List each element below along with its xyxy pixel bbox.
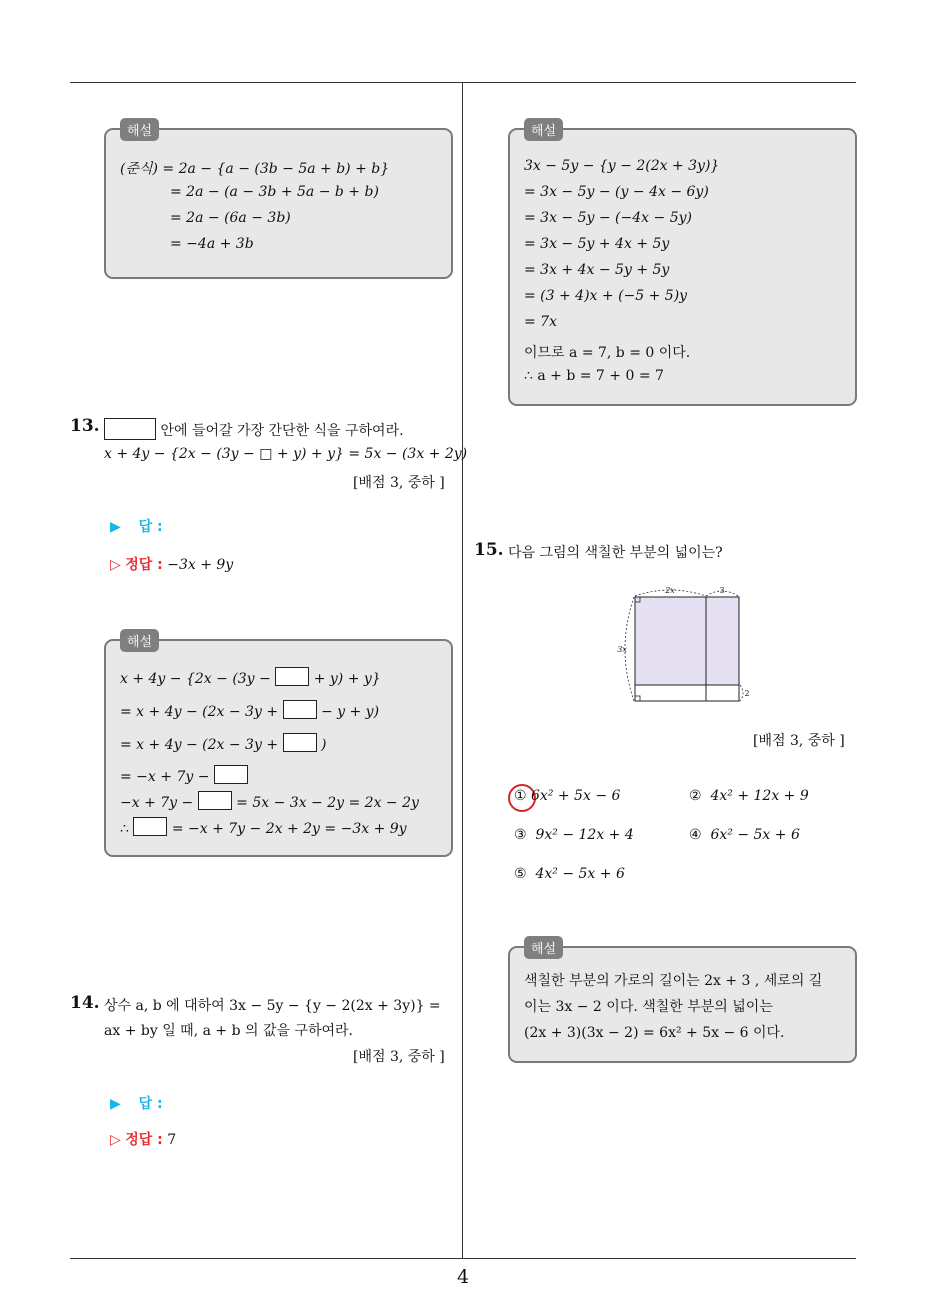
solution-text: + y) + y} (313, 671, 381, 687)
solution-line: = 3x − 5y + 4x + 5y (524, 236, 670, 252)
hollow-arrow-icon: ▷ (110, 1132, 121, 1148)
solution-line: 이는 3x − 2 이다. 색칠한 부분의 넓이는 (524, 999, 773, 1015)
solution-line (120, 817, 407, 837)
solution-line (120, 667, 381, 687)
figure-label: 2x (665, 586, 675, 595)
choice-expr: 9x² − 12x + 4 (535, 827, 634, 843)
question-equation-13: x + 4y − {2x − (3y − □ + y) + y} = 5x − (3x + 2y) (104, 446, 468, 462)
choice-expr: 4x² − 5x + 6 (535, 866, 625, 882)
answer-input-14[interactable] (110, 1093, 163, 1113)
answer-input-13[interactable] (110, 516, 163, 536)
solution-text: − y + y) (320, 704, 380, 720)
solution-text: = x + 4y − (2x − 3y + (120, 737, 279, 753)
answer-key-14 (110, 1129, 176, 1149)
choice-3[interactable] (514, 827, 634, 843)
choice-4[interactable] (689, 827, 800, 843)
choice-mark: ① (514, 788, 527, 804)
score-15: [배점 3, 중하 ] (753, 733, 845, 749)
key-label: 정답 : (125, 557, 163, 573)
solution-label: 해설 (120, 629, 159, 652)
answer-blank (283, 700, 317, 719)
solution-line: = −4a + 3b (170, 236, 254, 252)
column-divider (462, 83, 463, 1258)
solution-line: (준식) = 2a − {a − (3b − 5a + b) + b} (120, 161, 390, 177)
figure-label: 3 (719, 586, 725, 595)
question-number-15: 15. (474, 540, 504, 560)
solution-line: = 3x − 5y − (y − 4x − 6y) (524, 184, 709, 200)
therefore-symbol: ∴ (120, 821, 129, 837)
choice-expr: 6x² + 5x − 6 (531, 788, 621, 804)
choice-5[interactable] (514, 866, 625, 882)
solution-line: = 3x + 4x − 5y + 5y (524, 262, 670, 278)
choice-mark: ④ (689, 827, 702, 843)
solution-line (120, 733, 326, 753)
solution-line: = 7x (524, 314, 557, 330)
solution-line: = 3x − 5y − (−4x − 5y) (524, 210, 692, 226)
solution-line: 3x − 5y − {y − 2(2x + 3y)} (524, 158, 720, 174)
solution-line: = (3 + 4)x + (−5 + 5)y (524, 288, 688, 304)
solution-box-q14 (508, 124, 857, 406)
solution-line: = 2a − (6a − 3b) (170, 210, 291, 226)
key-value: −3x + 9y (167, 557, 234, 573)
key-value: 7 (167, 1132, 177, 1148)
question-text-13 (104, 418, 404, 440)
solution-line: 이므로 a = 7, b = 0 이다. (524, 345, 691, 361)
hollow-arrow-icon: ▷ (110, 557, 121, 573)
answer-label: 답 : (138, 519, 163, 535)
top-rule (70, 82, 856, 83)
answer-blank (198, 791, 232, 810)
solution-line (120, 791, 419, 811)
solution-line: 색칠한 부분의 가로의 길이는 2x + 3 , 세로의 길 (524, 973, 823, 989)
key-label: 정답 : (125, 1132, 163, 1148)
solution-text: = 5x − 3x − 2y = 2x − 2y (236, 795, 419, 811)
question-text-14: 상수 a, b 에 대하여 3x − 5y − {y − 2(2x + 3y)} = (104, 998, 441, 1014)
question-prompt: 안에 들어갈 가장 간단한 식을 구하여라. (160, 423, 404, 439)
question-text-15: 다음 그림의 색칠한 부분의 넓이는? (508, 545, 723, 561)
answer-blank (104, 418, 156, 440)
choice-mark: ③ (514, 827, 527, 843)
solution-text: = x + 4y − (2x − 3y + (120, 704, 279, 720)
play-arrow-icon: ▶ (110, 519, 121, 535)
solution-text: −x + 7y − (120, 795, 194, 811)
solution-label: 해설 (120, 118, 159, 141)
answer-blank (283, 733, 317, 752)
choice-expr: 6x² − 5x + 6 (710, 827, 800, 843)
solution-text: = −x + 7y − (120, 769, 210, 785)
choice-2[interactable] (689, 788, 809, 804)
solution-label: 해설 (524, 936, 563, 959)
right-angle-mark (635, 696, 640, 701)
question-number-14: 14. (70, 993, 100, 1013)
dimension-arc-right (740, 685, 743, 701)
choice-mark: ② (689, 788, 702, 804)
solution-box-q13 (104, 635, 453, 857)
solution-line: (2x + 3)(3x − 2) = 6x² + 5x − 6 이다. (524, 1025, 785, 1041)
choice-mark: ⑤ (514, 866, 527, 882)
answer-blank (275, 667, 309, 686)
score-14: [배점 3, 중하 ] (353, 1049, 445, 1065)
solution-text: x + 4y − {2x − (3y − (120, 671, 271, 687)
solution-label: 해설 (524, 118, 563, 141)
solution-text: = −x + 7y − 2x + 2y = −3x + 9y (171, 821, 407, 837)
choice-expr: 4x² + 12x + 9 (710, 788, 809, 804)
solution-line (120, 700, 379, 720)
solution-line (120, 765, 248, 785)
answer-label: 답 : (138, 1096, 163, 1112)
bottom-rule (70, 1258, 856, 1259)
score-13: [배점 3, 중하 ] (353, 475, 445, 491)
figure-label: 2 (744, 689, 750, 698)
play-arrow-icon: ▶ (110, 1096, 121, 1112)
question-text-14-cont: ax + by 일 때, a + b 의 값을 구하여라. (104, 1023, 354, 1039)
question-number-13: 13. (70, 416, 100, 436)
solution-text: ) (320, 737, 327, 753)
solution-box-q12 (104, 124, 453, 279)
answer-blank (133, 817, 167, 836)
solution-box-q15 (508, 942, 857, 1063)
answer-key-13 (110, 554, 233, 574)
answer-blank (214, 765, 248, 784)
page-number: 4 (456, 1266, 470, 1288)
solution-line: ∴ a + b = 7 + 0 = 7 (524, 368, 664, 384)
figure-label: 3x (617, 645, 627, 654)
solution-line: = 2a − (a − 3b + 5a − b + b) (170, 184, 379, 200)
choice-1[interactable] (514, 788, 620, 804)
shaded-region (635, 597, 739, 685)
rectangle-figure (612, 582, 772, 712)
